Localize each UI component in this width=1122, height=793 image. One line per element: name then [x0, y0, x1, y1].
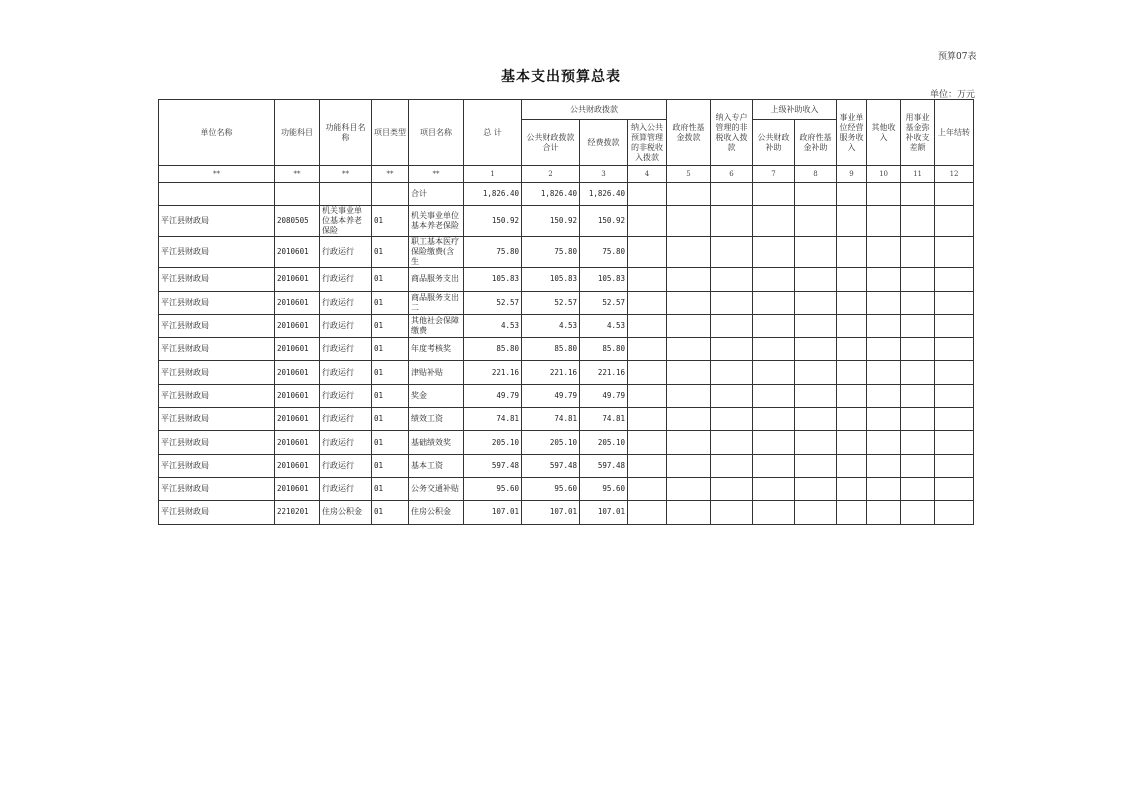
empty-cell [667, 431, 711, 454]
empty-cell [753, 291, 795, 314]
empty-cell [628, 501, 667, 524]
public-total-cell: 49.79 [522, 384, 580, 407]
empty-cell [795, 206, 837, 237]
public-total-cell: 4.53 [522, 314, 580, 337]
empty-cell [935, 408, 974, 431]
func-name-cell: 行政运行 [320, 291, 372, 314]
empty-cell [628, 431, 667, 454]
empty-cell [753, 237, 795, 268]
empty-cell [837, 477, 867, 500]
project-name-cell: 商品服务支出二 [409, 291, 464, 314]
table-row [159, 408, 974, 431]
empty-cell [711, 384, 753, 407]
unit-name-cell: 平江县财政局 [159, 408, 275, 431]
func-name-cell: 行政运行 [320, 454, 372, 477]
func-code-cell: 2010601 [275, 408, 320, 431]
project-name-cell: 其他社会保障缴费 [409, 314, 464, 337]
col-superior-fund: 政府性基金补助 [795, 120, 837, 166]
unit-label: 单位：万元 [930, 90, 976, 100]
func-name-cell: 行政运行 [320, 237, 372, 268]
unit-name-cell: 平江县财政局 [159, 291, 275, 314]
project-name-cell: 职工基本医疗保险缴费(含生 [409, 237, 464, 268]
col-func-name: 功能科目名称 [320, 100, 372, 166]
func-name-cell: 行政运行 [320, 477, 372, 500]
func-name-cell: 行政运行 [320, 408, 372, 431]
unit-name-cell: 平江县财政局 [159, 431, 275, 454]
unit-name-cell: 平江县财政局 [159, 206, 275, 237]
empty-cell [753, 477, 795, 500]
index-cell: 3 [580, 166, 628, 183]
empty-cell [867, 384, 901, 407]
col-gov-fund: 政府性基金拨款 [667, 100, 711, 166]
total-cell: 52.57 [464, 291, 522, 314]
empty-cell [628, 206, 667, 237]
index-cell: 11 [901, 166, 935, 183]
func-code-cell: 2010601 [275, 268, 320, 291]
empty-cell [628, 361, 667, 384]
empty-cell [901, 431, 935, 454]
func-code-cell: 2010601 [275, 291, 320, 314]
empty-cell [711, 314, 753, 337]
func-code-cell: 2010601 [275, 384, 320, 407]
appropriation-cell: 150.92 [580, 206, 628, 237]
empty-cell [837, 237, 867, 268]
index-cell: 1 [464, 166, 522, 183]
index-cell: ** [409, 166, 464, 183]
empty-cell [795, 268, 837, 291]
index-cell: 5 [667, 166, 711, 183]
empty-cell [837, 361, 867, 384]
empty-cell [711, 237, 753, 268]
index-cell: ** [372, 166, 409, 183]
public-total-cell: 95.60 [522, 477, 580, 500]
func-code-cell: 2010601 [275, 314, 320, 337]
table-row [159, 338, 974, 361]
empty-cell [628, 338, 667, 361]
func-code-cell: 2010601 [275, 477, 320, 500]
func-code-cell: 2010601 [275, 237, 320, 268]
func-name-cell: 住房公积金 [320, 501, 372, 524]
project-name-cell: 津贴补贴 [409, 361, 464, 384]
empty-cell [628, 237, 667, 268]
table-row [159, 454, 974, 477]
empty-cell [867, 314, 901, 337]
appropriation-cell: 4.53 [580, 314, 628, 337]
total-cell: 150.92 [464, 206, 522, 237]
empty-cell [667, 408, 711, 431]
table-row [159, 501, 974, 524]
empty-cell [667, 314, 711, 337]
project-type-cell: 01 [372, 237, 409, 268]
func-name-cell: 行政运行 [320, 431, 372, 454]
unit-name-cell: 平江县财政局 [159, 477, 275, 500]
empty-cell [667, 361, 711, 384]
col-group-public-finance: 公共财政拨款 [522, 100, 667, 120]
index-cell: 6 [711, 166, 753, 183]
empty-cell [667, 291, 711, 314]
empty-cell [667, 268, 711, 291]
total-cell: 4.53 [464, 314, 522, 337]
empty-cell [901, 291, 935, 314]
col-appropriation: 经费拨款 [580, 120, 628, 166]
empty-cell [867, 206, 901, 237]
empty-cell [935, 431, 974, 454]
appropriation-cell: 74.81 [580, 408, 628, 431]
unit-name-cell: 平江县财政局 [159, 314, 275, 337]
project-name-cell: 商品服务支出 [409, 268, 464, 291]
total-cell: 95.60 [464, 477, 522, 500]
empty-cell [867, 268, 901, 291]
col-special-account: 纳入专户管理的非税收入拨款 [711, 100, 753, 166]
appropriation-cell: 49.79 [580, 384, 628, 407]
total-cell: 49.79 [464, 384, 522, 407]
empty-cell [711, 431, 753, 454]
col-carryover: 上年结转 [935, 100, 974, 166]
empty-cell [867, 408, 901, 431]
empty-cell [711, 501, 753, 524]
page-title: 基本支出预算总表 [501, 69, 621, 85]
empty-cell [837, 384, 867, 407]
project-type-cell: 01 [372, 361, 409, 384]
empty-cell [867, 291, 901, 314]
empty-cell [711, 408, 753, 431]
empty-cell [628, 408, 667, 431]
project-name-cell: 奖金 [409, 384, 464, 407]
empty-cell [935, 291, 974, 314]
project-name-cell: 机关事业单位基本养老保险 [409, 206, 464, 237]
empty-cell [628, 454, 667, 477]
empty-cell [795, 291, 837, 314]
empty-cell [795, 338, 837, 361]
empty-cell [867, 338, 901, 361]
empty-cell [935, 314, 974, 337]
empty-cell [628, 314, 667, 337]
func-name-cell: 行政运行 [320, 361, 372, 384]
empty-cell [667, 454, 711, 477]
col-business-income: 事业单位经营服务收入 [837, 100, 867, 166]
public-total-cell: 75.80 [522, 237, 580, 268]
empty-cell [935, 268, 974, 291]
total-cell: 205.10 [464, 431, 522, 454]
total-cell: 107.01 [464, 501, 522, 524]
empty-cell [935, 384, 974, 407]
table-row [159, 361, 974, 384]
func-name-cell: 行政运行 [320, 384, 372, 407]
unit-name-cell: 平江县财政局 [159, 237, 275, 268]
empty-cell [711, 338, 753, 361]
func-code-cell: 2210201 [275, 501, 320, 524]
public-total-cell: 52.57 [522, 291, 580, 314]
col-other-income: 其他收入 [867, 100, 901, 166]
empty-cell [795, 384, 837, 407]
func-code-cell: 2010601 [275, 431, 320, 454]
empty-cell [753, 501, 795, 524]
table-row [159, 291, 974, 314]
table-row [159, 477, 974, 500]
unit-name-cell: 平江县财政局 [159, 338, 275, 361]
empty-cell [711, 477, 753, 500]
empty-cell [901, 384, 935, 407]
project-type-cell: 01 [372, 477, 409, 500]
empty-cell [753, 314, 795, 337]
empty-cell [795, 408, 837, 431]
index-cell: ** [159, 166, 275, 183]
empty-cell [935, 454, 974, 477]
table-row [159, 237, 974, 268]
func-name-cell: 行政运行 [320, 314, 372, 337]
total-cell: 85.80 [464, 338, 522, 361]
index-cell: 8 [795, 166, 837, 183]
empty-cell [628, 384, 667, 407]
project-name-cell: 公务交通补贴 [409, 477, 464, 500]
empty-cell [837, 454, 867, 477]
empty-cell [711, 206, 753, 237]
project-name-cell: 基础绩效奖 [409, 431, 464, 454]
empty-cell [753, 431, 795, 454]
project-name-cell: 基本工资 [409, 454, 464, 477]
project-type-cell: 01 [372, 431, 409, 454]
index-cell: 10 [867, 166, 901, 183]
project-type-cell: 01 [372, 454, 409, 477]
project-name-cell: 住房公积金 [409, 501, 464, 524]
unit-name-cell: 平江县财政局 [159, 268, 275, 291]
public-total-cell: 107.01 [522, 501, 580, 524]
page-code: 预算07表 [938, 52, 977, 62]
public-total-cell: 205.10 [522, 431, 580, 454]
total-cell: 74.81 [464, 408, 522, 431]
empty-cell [795, 454, 837, 477]
empty-cell [837, 314, 867, 337]
public-total-cell: 597.48 [522, 454, 580, 477]
empty-cell [935, 501, 974, 524]
empty-cell [867, 454, 901, 477]
public-total-cell: 105.83 [522, 268, 580, 291]
index-cell: 7 [753, 166, 795, 183]
project-type-cell: 01 [372, 268, 409, 291]
empty-cell [795, 314, 837, 337]
empty-cell [795, 431, 837, 454]
empty-cell [867, 477, 901, 500]
empty-cell [753, 206, 795, 237]
col-project-type: 项目类型 [372, 100, 409, 166]
project-type-cell: 01 [372, 314, 409, 337]
table-row [159, 384, 974, 407]
empty-cell [667, 338, 711, 361]
appropriation-cell: 221.16 [580, 361, 628, 384]
func-name-cell: 行政运行 [320, 338, 372, 361]
empty-cell [935, 338, 974, 361]
empty-cell [667, 501, 711, 524]
public-total-cell: 221.16 [522, 361, 580, 384]
total-cell: 105.83 [464, 268, 522, 291]
func-name-cell: 行政运行 [320, 268, 372, 291]
appropriation-cell: 105.83 [580, 268, 628, 291]
empty-cell [753, 408, 795, 431]
empty-cell [795, 477, 837, 500]
empty-cell [867, 431, 901, 454]
index-row [159, 166, 974, 183]
public-total-cell: 74.81 [522, 408, 580, 431]
empty-cell [795, 237, 837, 268]
col-nontax-income: 纳入公共预算管理的非税收入拨款 [628, 120, 667, 166]
total-cell: 75.80 [464, 237, 522, 268]
table-row [159, 431, 974, 454]
appropriation-cell: 85.80 [580, 338, 628, 361]
index-cell: ** [275, 166, 320, 183]
total-amount: 1,826.40 [464, 183, 522, 206]
empty-cell [901, 454, 935, 477]
index-cell: 12 [935, 166, 974, 183]
col-business-fund: 用事业基金弥补收支差额 [901, 100, 935, 166]
appropriation-cell: 597.48 [580, 454, 628, 477]
index-cell: 4 [628, 166, 667, 183]
col-func-code: 功能科目 [275, 100, 320, 166]
empty-cell [867, 361, 901, 384]
project-type-cell: 01 [372, 408, 409, 431]
empty-cell [667, 384, 711, 407]
empty-cell [837, 291, 867, 314]
empty-cell [753, 268, 795, 291]
col-superior-public: 公共财政补助 [753, 120, 795, 166]
empty-cell [867, 237, 901, 268]
table-row [159, 268, 974, 291]
project-name-cell: 年度考核奖 [409, 338, 464, 361]
empty-cell [901, 237, 935, 268]
empty-cell [753, 338, 795, 361]
empty-cell [753, 384, 795, 407]
total-cell: 597.48 [464, 454, 522, 477]
empty-cell [711, 268, 753, 291]
empty-cell [901, 338, 935, 361]
appropriation-cell: 205.10 [580, 431, 628, 454]
empty-cell [837, 206, 867, 237]
col-public-finance-total: 公共财政拨款合计 [522, 120, 580, 166]
public-total-cell: 150.92 [522, 206, 580, 237]
empty-cell [628, 477, 667, 500]
appropriation-cell: 107.01 [580, 501, 628, 524]
empty-cell [753, 454, 795, 477]
project-name-cell: 绩效工资 [409, 408, 464, 431]
empty-cell [711, 361, 753, 384]
empty-cell [901, 501, 935, 524]
total-appropriation: 1,826.40 [580, 183, 628, 206]
func-name-cell: 机关事业单位基本养老保险 [320, 206, 372, 237]
empty-cell [837, 431, 867, 454]
index-cell: 2 [522, 166, 580, 183]
appropriation-cell: 95.60 [580, 477, 628, 500]
unit-name-cell: 平江县财政局 [159, 454, 275, 477]
total-public: 1,826.40 [522, 183, 580, 206]
func-code-cell: 2010601 [275, 338, 320, 361]
empty-cell [901, 361, 935, 384]
empty-cell [667, 237, 711, 268]
empty-cell [901, 206, 935, 237]
col-project-name: 项目名称 [409, 100, 464, 166]
col-unit-name: 单位名称 [159, 100, 275, 166]
func-code-cell: 2080505 [275, 206, 320, 237]
project-type-cell: 01 [372, 206, 409, 237]
unit-name-cell: 平江县财政局 [159, 501, 275, 524]
empty-cell [711, 291, 753, 314]
empty-cell [837, 408, 867, 431]
empty-cell [667, 477, 711, 500]
project-type-cell: 01 [372, 338, 409, 361]
empty-cell [935, 361, 974, 384]
empty-cell [901, 314, 935, 337]
index-cell: ** [320, 166, 372, 183]
empty-cell [837, 268, 867, 291]
appropriation-cell: 52.57 [580, 291, 628, 314]
empty-cell [795, 501, 837, 524]
project-type-cell: 01 [372, 291, 409, 314]
project-type-cell: 01 [372, 384, 409, 407]
index-cell: 9 [837, 166, 867, 183]
budget-table [158, 99, 974, 525]
empty-cell [795, 361, 837, 384]
unit-name-cell: 平江县财政局 [159, 361, 275, 384]
empty-cell [628, 291, 667, 314]
appropriation-cell: 75.80 [580, 237, 628, 268]
col-total: 总 计 [464, 100, 522, 166]
col-group-superior-subsidy: 上级补助收入 [753, 100, 837, 120]
empty-cell [667, 206, 711, 237]
empty-cell [901, 477, 935, 500]
empty-cell [935, 206, 974, 237]
empty-cell [935, 477, 974, 500]
func-code-cell: 2010601 [275, 454, 320, 477]
empty-cell [753, 361, 795, 384]
total-row [159, 183, 974, 206]
public-total-cell: 85.80 [522, 338, 580, 361]
empty-cell [901, 408, 935, 431]
unit-name-cell: 平江县财政局 [159, 384, 275, 407]
table-row [159, 314, 974, 337]
empty-cell [935, 237, 974, 268]
empty-cell [837, 338, 867, 361]
func-code-cell: 2010601 [275, 361, 320, 384]
total-label: 合计 [409, 183, 464, 206]
table-row [159, 206, 974, 237]
empty-cell [901, 268, 935, 291]
empty-cell [711, 454, 753, 477]
empty-cell [837, 501, 867, 524]
empty-cell [867, 501, 901, 524]
empty-cell [628, 268, 667, 291]
total-cell: 221.16 [464, 361, 522, 384]
project-type-cell: 01 [372, 501, 409, 524]
